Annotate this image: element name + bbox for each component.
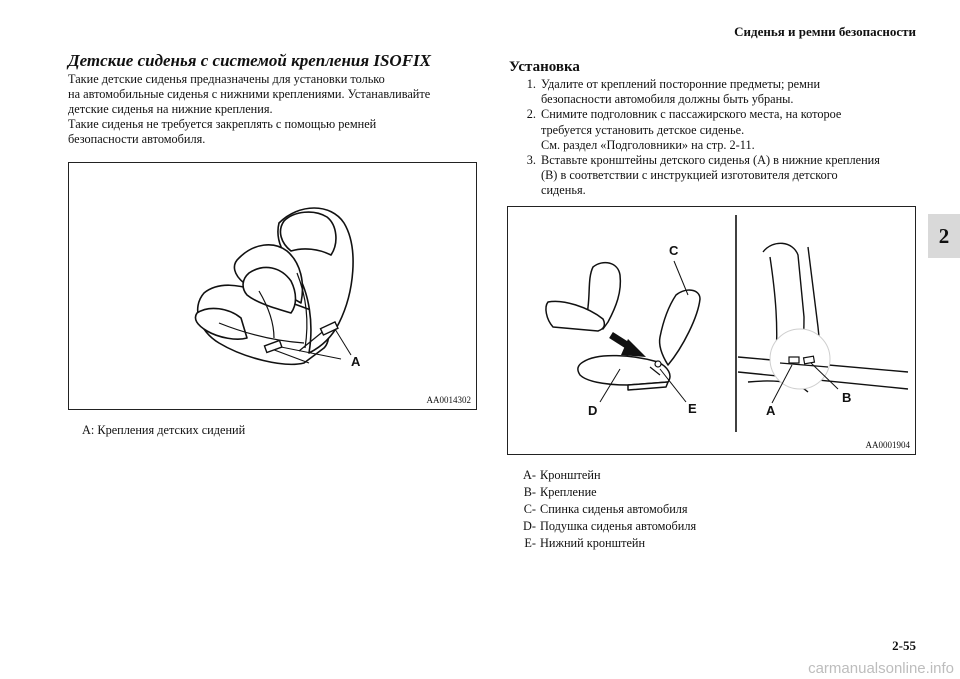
label-a: A (351, 354, 361, 369)
step-text (541, 107, 919, 153)
step-number: 3. (526, 153, 536, 168)
step-line: (B) в соответствии с инструкцией изготовителя детского (541, 168, 838, 183)
page-number: 2-55 (892, 638, 916, 653)
legend-row (513, 501, 696, 518)
legend-row (513, 518, 696, 535)
right-column (509, 58, 919, 199)
figure-installation (507, 206, 916, 455)
steps-list (509, 77, 919, 199)
step-number: 2. (526, 107, 536, 122)
chapter-tab[interactable]: 2 (928, 214, 960, 258)
step-line: требуется установить детское сиденье. (541, 122, 745, 137)
section-title-installation: Установка (509, 59, 580, 75)
step-line: См. раздел «Подголовники» на стр. 2-11. (541, 137, 755, 152)
insert-arrow (611, 335, 646, 357)
figure-isofix-child-seat (68, 162, 477, 410)
figure-caption: A: Крепления детских сидений (82, 423, 246, 437)
step-text (541, 153, 919, 199)
step-text (541, 77, 919, 107)
para-line: безопасности автомобиля. (68, 132, 206, 146)
installation-illustration (508, 207, 915, 454)
figure-code: AA0001904 (865, 440, 910, 450)
para-line: Такие сиденья не требуется закреплять с помощью ремней (68, 117, 377, 131)
running-header: Сиденья и ремни безопасности (734, 24, 916, 39)
child-seat-illustration (69, 163, 476, 409)
legend-row (513, 484, 696, 501)
label-e: E (688, 401, 697, 416)
step-line: Вставьте кронштейны детского сиденья (A) в нижние крепления (541, 153, 880, 168)
figure-legend (513, 467, 696, 552)
legend-text: Спинка сиденья автомобиля (540, 502, 688, 516)
left-column (68, 50, 480, 147)
legend-row (513, 467, 696, 484)
para-line: на автомобильные сиденья с нижними креплениями. Устанавливайте (68, 87, 431, 101)
legend-key: E- (524, 536, 536, 550)
step-2 (509, 107, 919, 153)
step-number: 1. (526, 77, 536, 91)
label-d: D (588, 403, 598, 418)
figure-code: AA0014302 (426, 395, 471, 405)
watermark: carmanualsonline.info (808, 660, 954, 677)
label-c: C (669, 243, 679, 258)
legend-key: C- (523, 502, 536, 516)
legend-text: Кронштейн (540, 468, 601, 482)
step-1 (509, 77, 919, 107)
step-line: Снимите подголовник с пассажирского места, на которое (541, 107, 842, 122)
step-line: безопасности автомобиля должны быть убраны. (541, 92, 794, 107)
isofix-paragraph (68, 72, 480, 147)
label-a2: A (766, 403, 776, 418)
legend-key: A- (523, 468, 536, 482)
step-line: сиденья. (541, 183, 586, 198)
step-3 (509, 153, 919, 199)
para-line: Такие детские сиденья предназначены для установки только (68, 72, 385, 86)
section-title-isofix: Детские сиденья с системой крепления ISOFIX (68, 51, 432, 70)
legend-text: Подушка сиденья автомобиля (540, 519, 697, 533)
step-line: Удалите от креплений посторонние предметы; ремни (541, 77, 821, 91)
legend-text: Крепление (540, 485, 597, 499)
label-b: B (842, 390, 852, 405)
legend-key: B- (523, 485, 536, 499)
para-line: детские сиденья на нижние крепления. (68, 102, 273, 116)
legend-text: Нижний кронштейн (540, 536, 646, 550)
legend-row (513, 535, 696, 552)
legend-key: D- (523, 519, 536, 533)
